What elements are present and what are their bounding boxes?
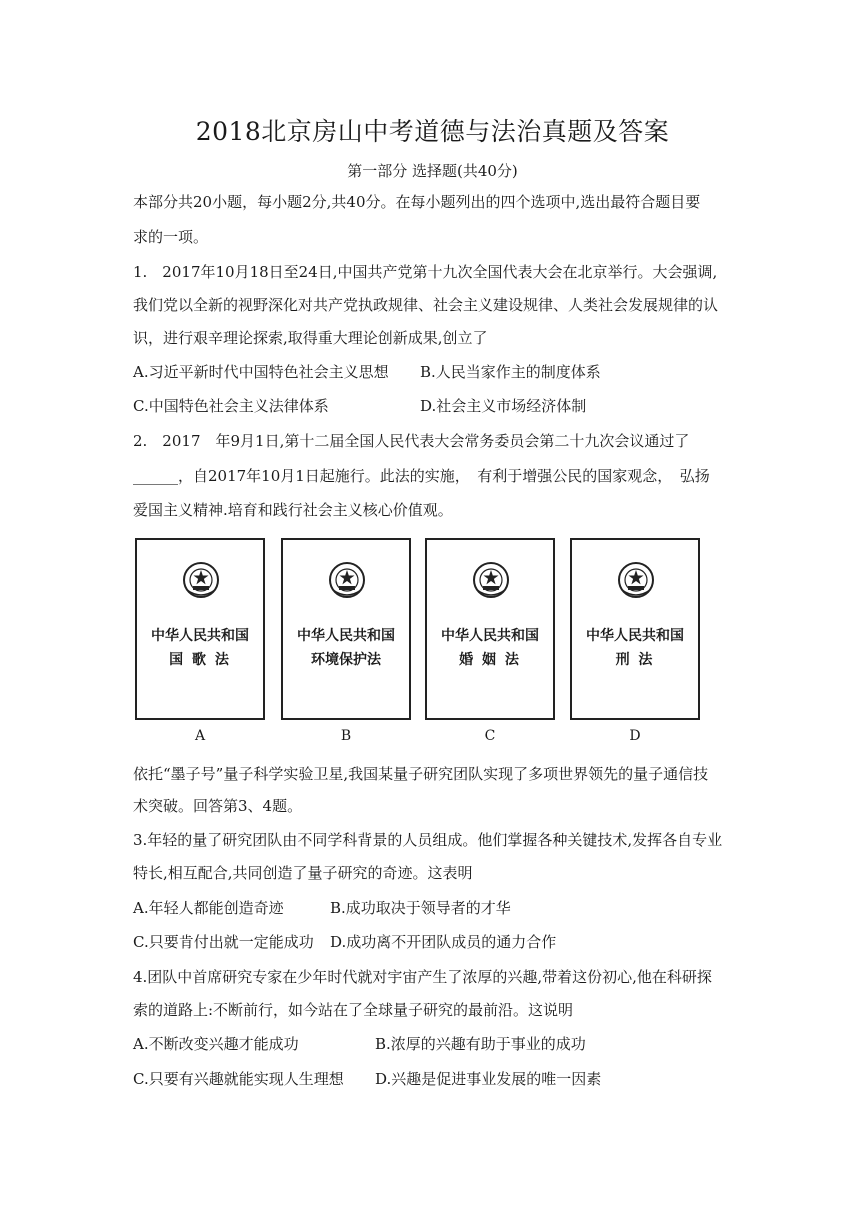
q2-stem-line: 爱国主义精神.培育和践行社会主义核心价值观。 — [133, 501, 453, 519]
page-title: 2018北京房山中考道德与法治真题及答案 — [195, 117, 670, 146]
book-title-b: 中华人民共和国 — [297, 628, 395, 644]
book-subtitle-c: 婚 姻 法 — [459, 652, 521, 668]
book-title-a: 中华人民共和国 — [151, 628, 249, 644]
book-title-d: 中华人民共和国 — [586, 628, 684, 644]
q3-stem-line: 3.年轻的量了研究团队由不同学科背景的人员组成。他们掌握各种关键技术,发挥各自专业 — [133, 831, 723, 849]
q1-option-b: B.人民当家作主的制度体系 — [420, 363, 601, 381]
q3-option-c: C.只要肯付出就一定能成功 — [133, 933, 314, 951]
book-subtitle-b: 环境保护法 — [311, 652, 381, 668]
q4-option-d: D.兴趣是促进事业发展的唯一因素 — [375, 1070, 602, 1088]
q1-option-a: A.习近平新时代中国特色社会主义思想 — [133, 363, 389, 381]
q4-option-b: B.浓厚的兴趣有助于事业的成功 — [375, 1035, 586, 1053]
q3-stem-line: 特长,相互配合,共同创造了量子研究的奇迹。这表明 — [133, 864, 473, 882]
instruction-line: 本部分共20小题，每小题2分,共40分。在每小题列出的四个选项中,选出最符合题目要 — [133, 193, 701, 211]
q1-stem-line: 1. 2017年10月18日至24日,中国共产党第十九次全国代表大会在北京举行。大会强调, — [133, 263, 718, 281]
q3-option-a: A.年轻人都能创造奇迹 — [133, 899, 284, 917]
passage-line: 依托“墨子号”量子科学实验卫星,我国某量子研究团队实现了多项世界领先的量子通信技 — [133, 765, 709, 783]
q2-stem-line: ______，自2017年10月1日起施行。此法的实施， 有利于增强公民的国家观念， 弘扬 — [133, 467, 710, 485]
national-emblem-icon — [471, 560, 511, 600]
section-heading: 第一部分 选择题(共40分) — [347, 162, 518, 180]
q1-option-c: C.中国特色社会主义法律体系 — [133, 397, 329, 415]
book-label-a: A — [194, 728, 206, 744]
national-emblem-icon — [181, 560, 221, 600]
book-subtitle-a: 国 歌 法 — [169, 652, 231, 668]
q3-option-b: B.成功取决于领导者的才华 — [330, 899, 511, 917]
book-cover-b — [281, 538, 411, 720]
book-cover-a — [135, 538, 265, 720]
book-label-c: C — [484, 728, 496, 744]
q4-stem-line: 4.团队中首席研究专家在少年时代就对宇宙产生了浓厚的兴趣,带着这份初心,他在科研探 — [133, 968, 712, 986]
book-cover-c — [425, 538, 555, 720]
q1-stem-line: 我们党以全新的视野深化对共产党执政规律、社会主义建设规律、人类社会发展规律的认 — [133, 296, 719, 314]
book-title-c: 中华人民共和国 — [441, 628, 539, 644]
book-label-d: D — [629, 728, 641, 744]
book-label-b: B — [340, 728, 352, 744]
national-emblem-icon — [327, 560, 367, 600]
q4-option-c: C.只要有兴趣就能实现人生理想 — [133, 1070, 344, 1088]
q2-book-options — [133, 538, 723, 748]
book-subtitle-d: 刑 法 — [615, 652, 655, 668]
q1-stem-line: 识，进行艰辛理论探索,取得重大理论创新成果,创立了 — [133, 329, 488, 347]
national-emblem-icon — [616, 560, 656, 600]
q2-stem-line: 2. 2017 年9月1日,第十二届全国人民代表大会常务委员会第二十九次会议通过了 — [133, 432, 690, 450]
q1-option-d: D.社会主义市场经济体制 — [420, 397, 587, 415]
q4-stem-line: 索的道路上:不断前行，如今站在了全球量子研究的最前沿。这说明 — [133, 1001, 574, 1019]
q4-option-a: A.不断改变兴趣才能成功 — [133, 1035, 299, 1053]
passage-line: 术突破。回答第3、4题。 — [133, 797, 303, 815]
book-cover-d — [570, 538, 700, 720]
q3-option-d: D.成功离不开团队成员的通力合作 — [330, 933, 557, 951]
instruction-line: 求的一项。 — [133, 228, 209, 246]
